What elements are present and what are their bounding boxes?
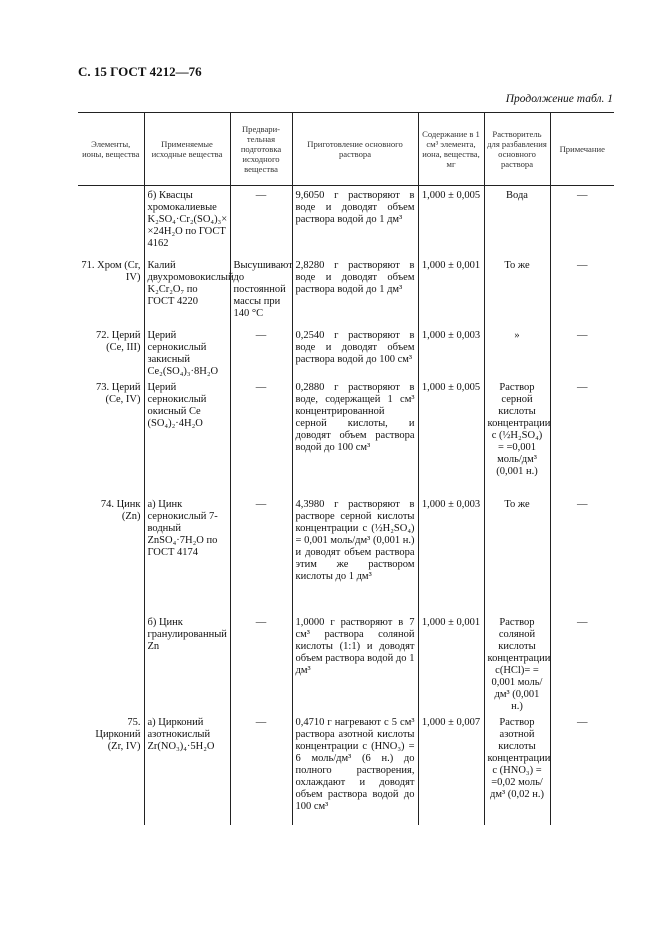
cell-content: 1,000 ± 0,007 <box>418 713 484 825</box>
cell-source: Церий сернокислый закисный Ce₂(SO₄)₃·8H₂O <box>144 326 230 378</box>
cell-source: б) Цинк гранулированный Zn <box>144 613 230 713</box>
cell-element: 73. Церий (Ce, IV) <box>96 381 141 405</box>
cell-prep: — <box>230 713 292 825</box>
cell-solution: 0,2880 г растворяют в воде, содержащей 1 см³ концентрированной серной кислоты, и доводят объем раствора водой до 100 см³ <box>292 378 418 495</box>
cell-prep: — <box>230 495 292 613</box>
cell-prep: — <box>230 378 292 495</box>
page-header: С. 15 ГОСТ 4212—76 <box>78 64 202 79</box>
col-header-solvent: Растворитель для разбавления основного раствора <box>484 113 550 186</box>
cell-solvent: Раствор азотной кислоты концентрации c (HNO₃) = =0,02 моль/дм³ (0,02 н.) <box>484 713 550 825</box>
cell-source: а) Цирконий азотнокислый Zr(NO₃)₄·5H₂O <box>144 713 230 825</box>
cell-source: б) Квасцы хромокалиевые K₂SO₄·Cr₂(SO₄)₃× ×24H₂O по ГОСТ 4162 <box>144 186 230 256</box>
cell-content: 1,000 ± 0,003 <box>418 495 484 613</box>
cell-prep: — <box>230 326 292 378</box>
table-row <box>78 613 614 713</box>
cell-content: 1,000 ± 0,003 <box>418 326 484 378</box>
cell-element: 75. Цирконий (Zr, IV) <box>95 716 141 752</box>
reference-table <box>78 112 614 825</box>
col-header-note: Примечание <box>550 113 614 186</box>
cell-solvent: » <box>484 326 550 378</box>
cell-solvent: Раствор соляной кислоты концентрации c(HCl)= = 0,001 моль/дм³ (0,001 н.) <box>484 613 550 713</box>
col-header-source: Применяемые исходные вещества <box>144 113 230 186</box>
cell-solvent: То же <box>484 256 550 326</box>
cell-content: 1,000 ± 0,001 <box>418 613 484 713</box>
table-row <box>78 495 614 613</box>
cell-prep: — <box>230 186 292 256</box>
cell-prep: Высушивают до постоянной массы при 140 °С <box>230 256 292 326</box>
table-row <box>78 713 614 825</box>
cell-content: 1,000 ± 0,005 <box>418 378 484 495</box>
cell-solvent: Раствор серной кислоты концентрации c (½H₂SO₄) = =0,001 моль/дм³ (0,001 н.) <box>484 378 550 495</box>
cell-element: 74. Цинк (Zn) <box>100 498 141 522</box>
cell-prep: — <box>230 613 292 713</box>
table-row <box>78 378 614 495</box>
cell-solvent: Вода <box>484 186 550 256</box>
cell-element: 72. Церий (Ce, III) <box>96 329 141 353</box>
cell-source: а) Цинк сернокислый 7-водный ZnSO₄·7H₂O по ГОСТ 4174 <box>144 495 230 613</box>
table-row <box>78 256 614 326</box>
col-header-solution: Приготовление основного раствора <box>292 113 418 186</box>
cell-solution: 1,0000 г растворяют в 7 см³ раствора соляной кислоты (1:1) и доводят объем раствора водой до 1 дм³ <box>292 613 418 713</box>
cell-content: 1,000 ± 0,005 <box>418 186 484 256</box>
cell-source: Калий двухромовокислый K₂Cr₂O₇ по ГОСТ 4220 <box>144 256 230 326</box>
table-header-row <box>78 113 614 186</box>
cell-note: — <box>550 495 614 613</box>
cell-note: — <box>550 713 614 825</box>
cell-note: — <box>550 613 614 713</box>
cell-element <box>78 613 144 713</box>
cell-element: 71. Хром (Cr, IV) <box>81 259 141 283</box>
cell-solution: 9,6050 г растворяют в воде и доводят объем раствора водой до 1 дм³ <box>292 186 418 256</box>
cell-solution: 0,2540 г растворяют в воде и доводят объем раствора водой до 100 см³ <box>292 326 418 378</box>
cell-note: — <box>550 256 614 326</box>
cell-solvent: То же <box>484 495 550 613</box>
cell-note: — <box>550 378 614 495</box>
cell-note: — <box>550 326 614 378</box>
table-continuation-label: Продолжение табл. 1 <box>505 93 613 105</box>
col-header-content: Содержание в 1 см³ элемента, иона, вещества, мг <box>418 113 484 186</box>
col-header-prep: Предвари-тельная подготовка исходного вещества <box>230 113 292 186</box>
cell-source: Церий сернокислый окисный Ce (SO₄)₂·4H₂O <box>144 378 230 495</box>
col-header-element: Элементы, ионы, вещества <box>78 113 144 186</box>
cell-solution: 0,4710 г нагревают с 5 см³ раствора азотной кислоты концентрации c (HNO₃) = 6 моль/дм³ (6 н.) до полного растворения, охлаждают и доводят объем раствора водой до 100 см³ <box>292 713 418 825</box>
cell-note: — <box>550 186 614 256</box>
cell-solution: 2,8280 г растворяют в воде и доводят объем раствора водой до 1 дм³ <box>292 256 418 326</box>
cell-content: 1,000 ± 0,001 <box>418 256 484 326</box>
table-row <box>78 186 614 256</box>
table-row <box>78 326 614 378</box>
cell-element <box>78 186 144 256</box>
cell-solution: 4,3980 г растворяют в растворе серной кислоты концентрации c (½H₂SO₄) = 0,001 моль/дм³ (0,001 н.) и доводят объем раствора этим же раствором кислоты до 1 дм³ <box>292 495 418 613</box>
